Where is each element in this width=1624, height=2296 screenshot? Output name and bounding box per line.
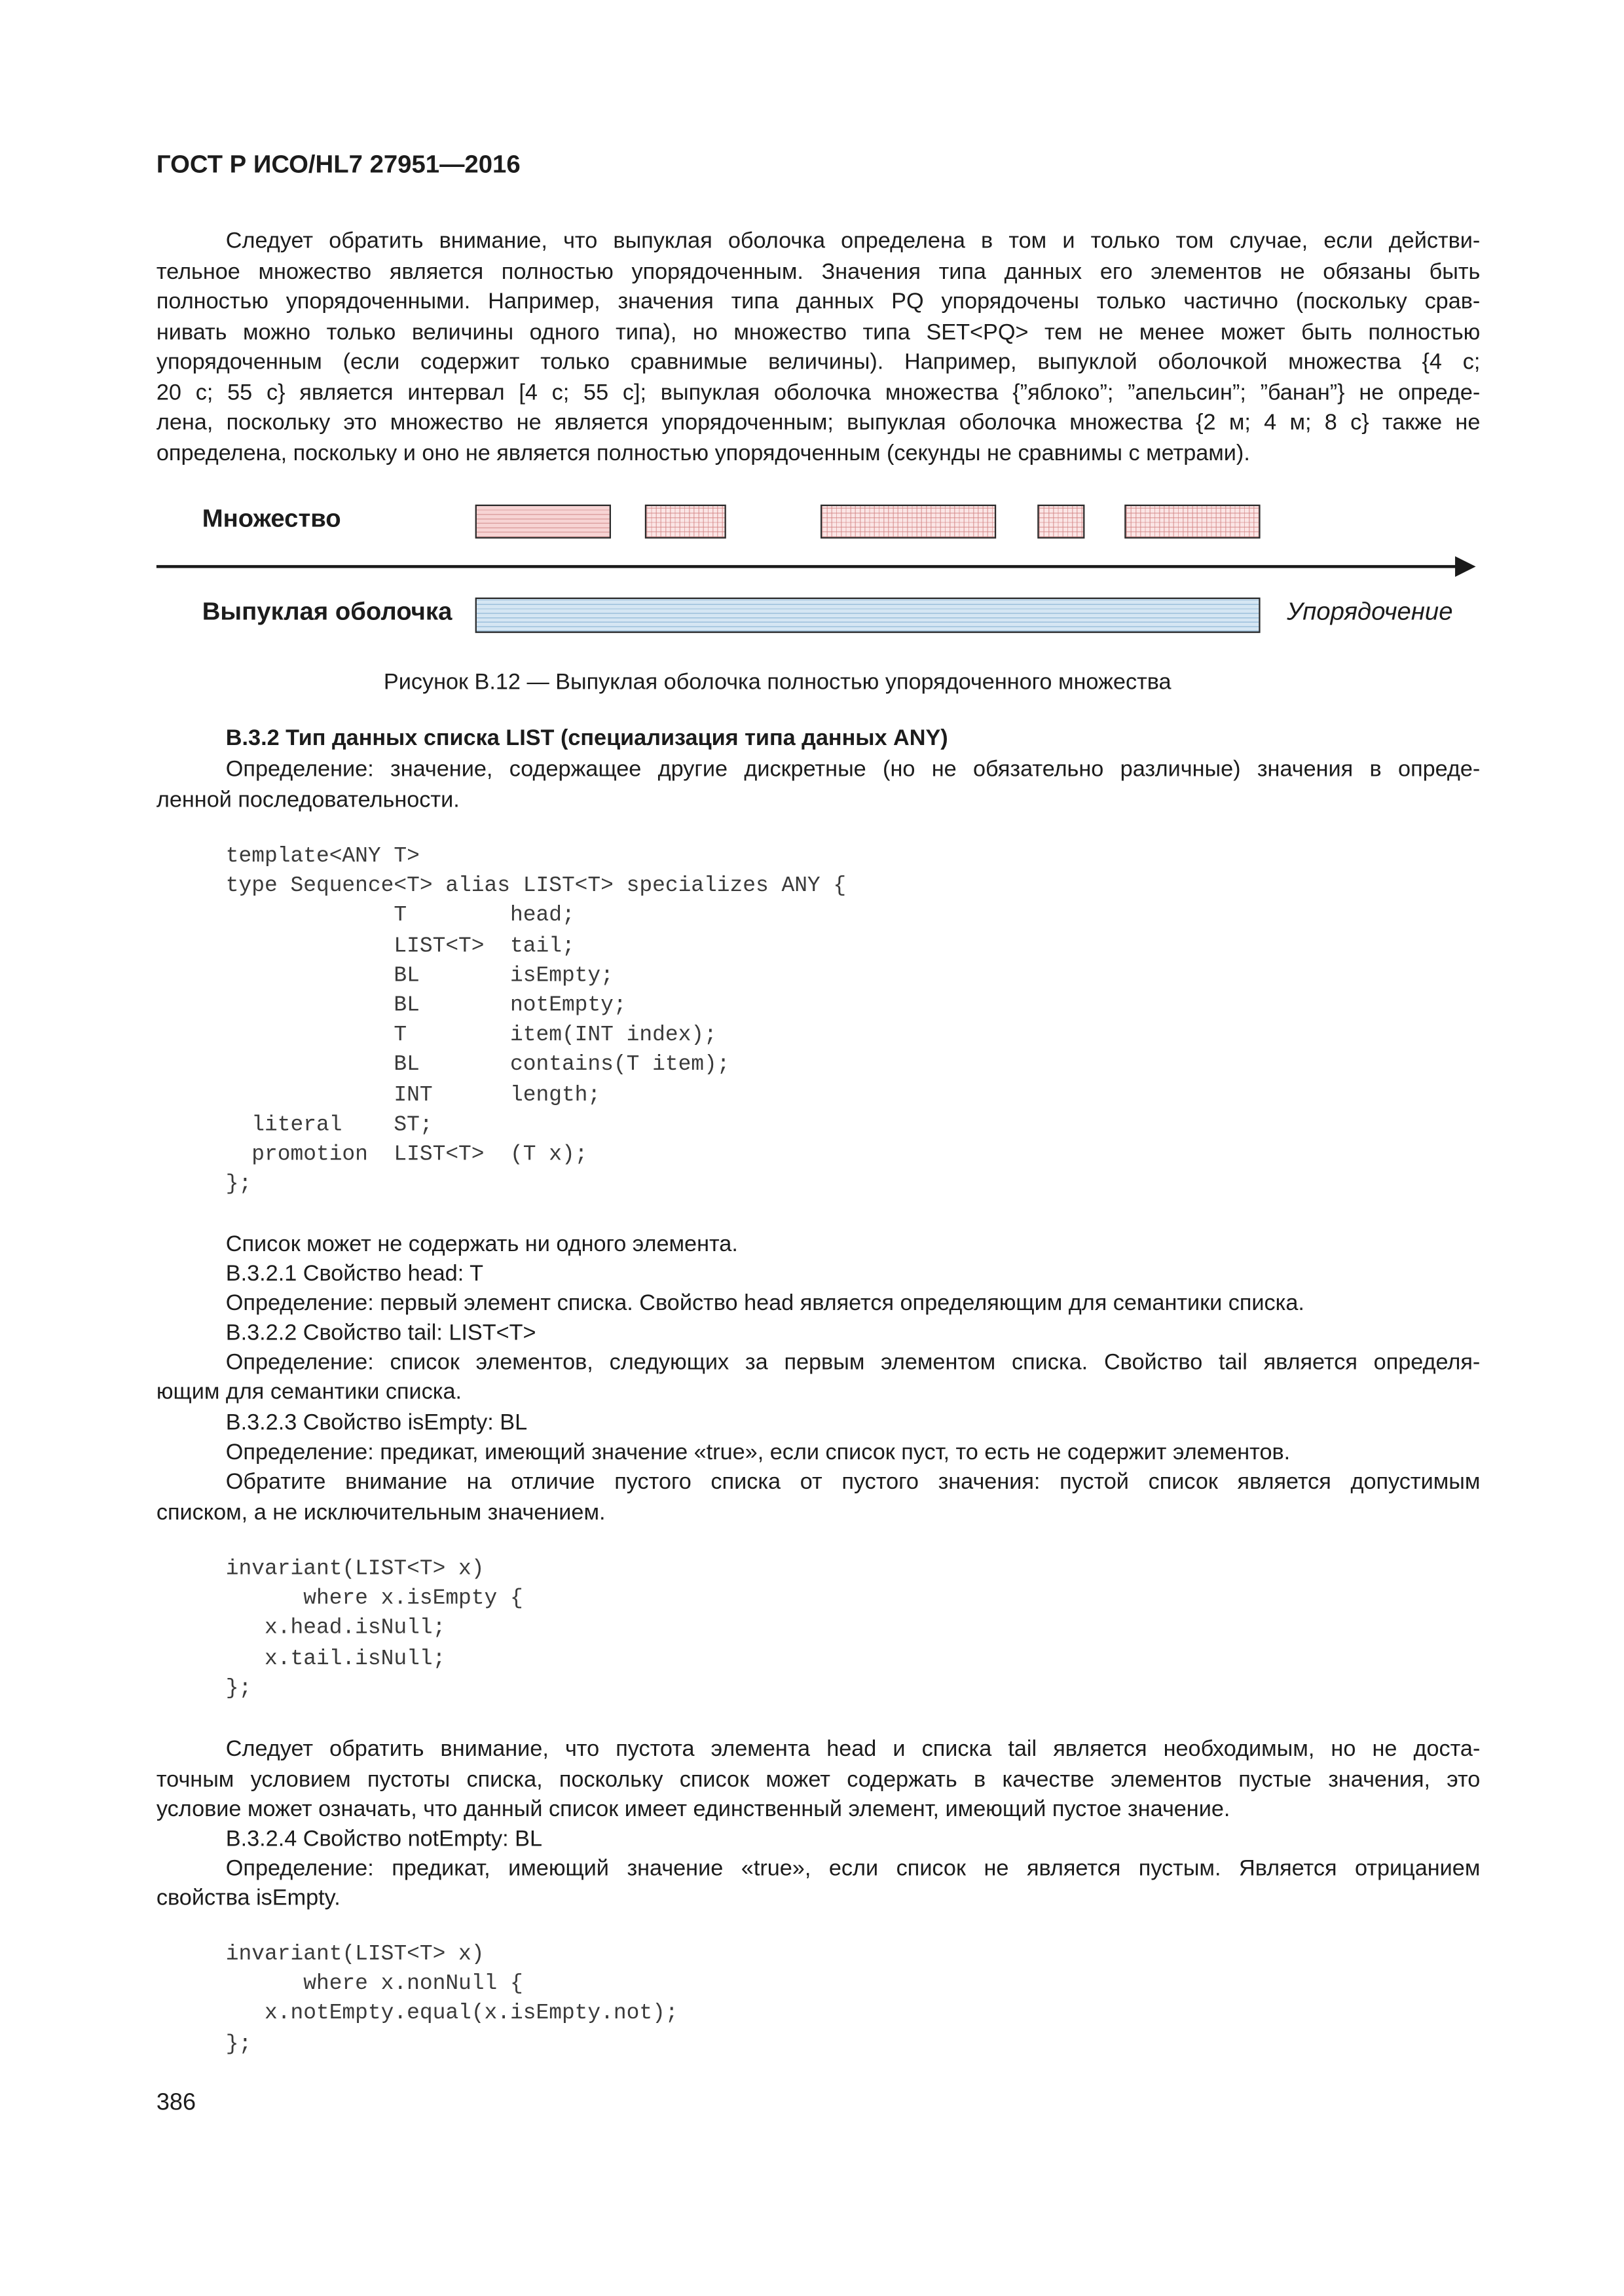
subsection-heading: В.3.2.2 Свойство tail: LIST<T> bbox=[225, 1320, 536, 1346]
convex-hull-bar bbox=[475, 598, 1261, 633]
document-header: ГОСТ Р ИСО/HL7 27951—2016 bbox=[156, 150, 521, 179]
intro-line: 20 c; 55 c} является интервал [4 c; 55 c]; выпуклая оболочка множества {”яблоко”; ”апельсин”; ”банан”} не опреде- bbox=[156, 380, 1481, 405]
body-line: Обратите внимание на отличие пустого списка от пустого значения: пустой список является допустимым bbox=[225, 1469, 1481, 1495]
code-line: T item(INT index); bbox=[225, 1024, 717, 1048]
code-line: INT length; bbox=[225, 1084, 601, 1108]
definition-line: ленной последовательности. bbox=[156, 787, 460, 812]
intro-line: определена, поскольку и оно не является полностью упорядоченным (секунды не сравнимы с метрами). bbox=[156, 440, 1250, 466]
intro-line: нивать можно только величины одного типа), но множество типа SET<PQ> тем не менее может быть полностью bbox=[156, 319, 1481, 345]
code-line: BL isEmpty; bbox=[225, 964, 614, 989]
code-line: BL contains(T item); bbox=[225, 1053, 730, 1078]
hull-label: Выпуклая оболочка bbox=[202, 597, 452, 626]
code-line: LIST<T> tail; bbox=[225, 934, 575, 958]
code-line: literal ST; bbox=[225, 1114, 433, 1138]
code-line: }; bbox=[225, 1173, 252, 1197]
set-element bbox=[645, 505, 726, 539]
code-line: }; bbox=[225, 2032, 252, 2056]
axis-arrow-icon bbox=[1455, 556, 1476, 577]
body-line: Следует обратить внимание, что пустота элемента head и списка tail является необходимым, но не доста- bbox=[225, 1736, 1481, 1762]
code-line: }; bbox=[225, 1677, 252, 1701]
intro-line: Следует обратить внимание, что выпуклая оболочка определена в том и только том случае, если действи- bbox=[225, 228, 1481, 254]
figure-caption: Рисунок В.12 — Выпуклая оболочка полностью упорядоченного множества bbox=[383, 670, 1172, 695]
code-line: x.tail.isNull; bbox=[225, 1647, 446, 1671]
code-line: where x.nonNull { bbox=[225, 1973, 523, 1997]
section-heading: В.3.2 Тип данных списка LIST (специализация типа данных ANY) bbox=[225, 725, 948, 752]
code-line: BL notEmpty; bbox=[225, 994, 627, 1018]
order-axis bbox=[157, 565, 1461, 568]
order-label: Упорядочение bbox=[1287, 597, 1453, 626]
set-element bbox=[1037, 505, 1084, 539]
body-line: списком, а не исключительным значением. bbox=[156, 1499, 606, 1525]
code-line: T head; bbox=[225, 905, 575, 929]
code-line: type Sequence<T> alias LIST<T> specializes ANY { bbox=[225, 875, 847, 899]
body-line: условие может означать, что данный список имеет единственный элемент, имеющий пустое значение. bbox=[156, 1796, 1230, 1823]
subsection-heading: В.3.2.3 Свойство isEmpty: BL bbox=[225, 1410, 528, 1435]
code-line: where x.isEmpty { bbox=[225, 1588, 523, 1612]
body-line: Определение: первый элемент списка. Свойство head является определяющим для семантики списка. bbox=[225, 1290, 1304, 1317]
body-line: ющим для семантики списка. bbox=[156, 1379, 462, 1405]
body-line: Определение: список элементов, следующих за первым элементом списка. Свойство tail является определя- bbox=[225, 1350, 1481, 1376]
body-line: Список может не содержать ни одного элемента. bbox=[225, 1231, 738, 1258]
subsection-heading: В.3.2.1 Свойство head: T bbox=[225, 1261, 484, 1287]
code-line: x.head.isNull; bbox=[225, 1617, 446, 1641]
code-line: template<ANY T> bbox=[225, 845, 420, 869]
page-number: 386 bbox=[156, 2090, 196, 2116]
code-line: invariant(LIST<T> x) bbox=[225, 1558, 485, 1582]
body-line: точным условием пустоты списка, поскольку список может содержать в качестве элементов пустые значения, это bbox=[156, 1766, 1481, 1792]
intro-line: лена, поскольку это множество не является упорядоченным; выпуклая оболочка множества {2 м; 4 м; 8 c} также не bbox=[156, 410, 1481, 435]
intro-line: полностью упорядоченными. Например, значения типа данных PQ упорядочены только частично (поскольку срав- bbox=[156, 289, 1481, 315]
body-line: свойства isEmpty. bbox=[156, 1886, 341, 1911]
body-line: Определение: предикат, имеющий значение «true», если список не является пустым. Является отрицанием bbox=[225, 1856, 1481, 1882]
code-line: x.notEmpty.equal(x.isEmpty.not); bbox=[225, 2003, 678, 2027]
subsection-heading: В.3.2.4 Свойство notEmpty: BL bbox=[225, 1826, 543, 1852]
set-element bbox=[821, 505, 996, 539]
set-element bbox=[475, 505, 611, 539]
code-line: invariant(LIST<T> x) bbox=[225, 1942, 485, 1967]
intro-line: упорядоченным (если содержит только сравнимые величины). Например, выпуклой оболочкой множества {4 c; bbox=[156, 350, 1481, 375]
code-line: promotion LIST<T> (T x); bbox=[225, 1143, 588, 1167]
body-line: Определение: предикат, имеющий значение «true», если список пуст, то есть не содержит элементов. bbox=[225, 1440, 1291, 1465]
intro-line: тельное множество является полностью упорядоченным. Значения типа данных его элементов не обязаны быть bbox=[156, 259, 1481, 284]
set-label: Множество bbox=[202, 504, 341, 533]
definition-line: Определение: значение, содержащее другие дискретные (но не обязательно различные) значения в опреде- bbox=[225, 757, 1481, 782]
set-element bbox=[1124, 505, 1260, 539]
